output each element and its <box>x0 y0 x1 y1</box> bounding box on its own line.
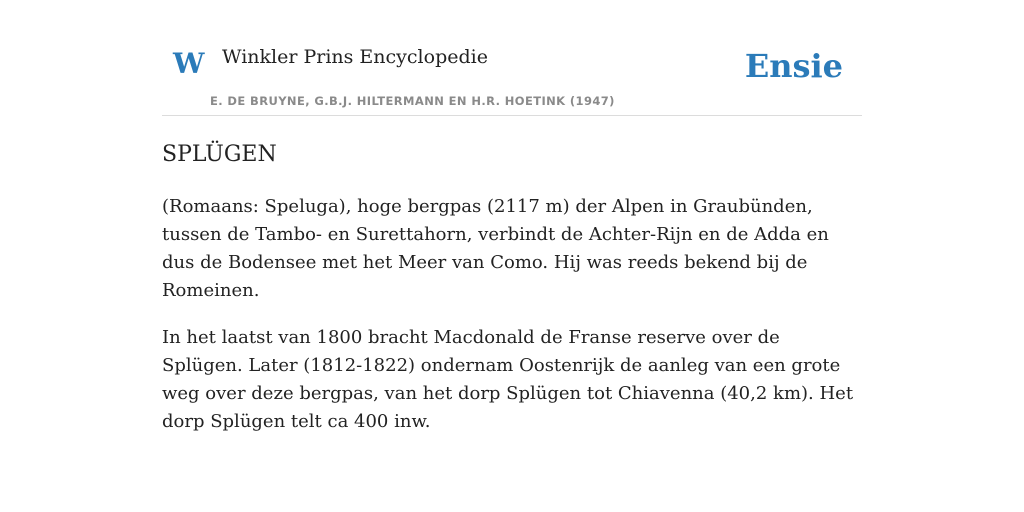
encyclopedia-authors: E. DE BRUYNE, G.B.J. HILTERMANN EN H.R. HOETINK (1947) <box>210 94 615 108</box>
article-title: SPLÜGEN <box>162 142 277 167</box>
ensie-brand-link[interactable]: Ensie <box>744 47 843 85</box>
header <box>162 0 862 116</box>
encyclopedia-title-link[interactable]: Winkler Prins Encyclopedie <box>222 46 488 68</box>
encyclopedia-logo-icon[interactable]: W <box>173 47 205 80</box>
article <box>162 140 862 436</box>
article-paragraph-2: In het laatst van 1800 bracht Macdonald de Franse reserve over de Splügen. Later (1812-1822) ondernam Oostenrijk de aanleg van een grote weg over deze bergpas, van het dorp Splügen tot Chiavenna (40,2 km). Het dorp Splügen telt ca 400 inw. <box>162 327 854 432</box>
article-paragraph-1: (Romaans: Speluga), hoge bergpas (2117 m) der Alpen in Graubünden, tussen de Tambo- en Surettahorn, verbindt de Achter-Rijn en de Adda en dus de Bodensee met het Meer van Como. Hij was reeds bekend bij de Romeinen. <box>162 196 829 301</box>
